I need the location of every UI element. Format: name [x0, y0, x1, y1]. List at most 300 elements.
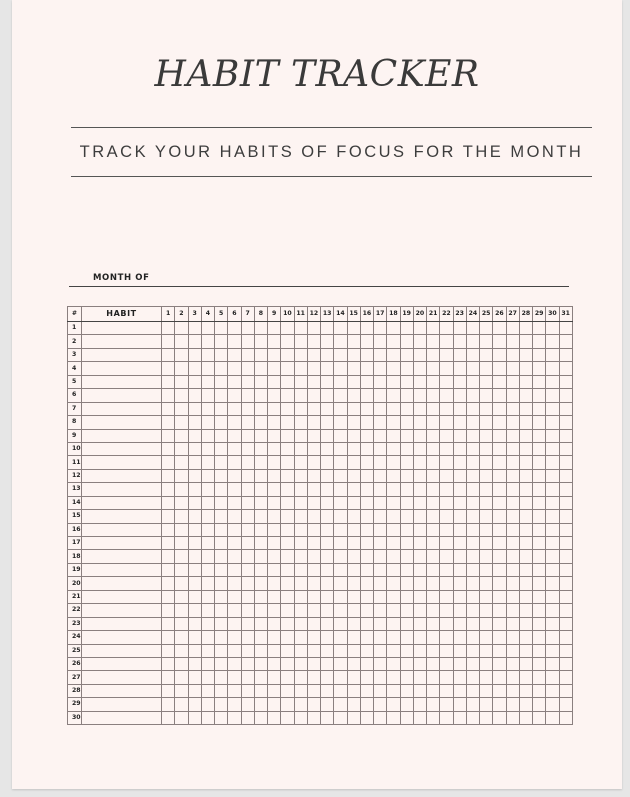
day-check-cell[interactable] — [466, 389, 479, 402]
day-check-cell[interactable] — [228, 644, 241, 657]
day-check-cell[interactable] — [307, 711, 320, 724]
day-check-cell[interactable] — [559, 617, 572, 630]
day-check-cell[interactable] — [347, 429, 360, 442]
day-check-cell[interactable] — [281, 348, 294, 361]
day-check-cell[interactable] — [321, 456, 334, 469]
day-check-cell[interactable] — [241, 657, 254, 670]
day-check-cell[interactable] — [201, 577, 214, 590]
day-check-cell[interactable] — [427, 631, 440, 644]
day-check-cell[interactable] — [440, 711, 453, 724]
day-check-cell[interactable] — [321, 469, 334, 482]
day-check-cell[interactable] — [533, 496, 546, 509]
day-check-cell[interactable] — [201, 590, 214, 603]
day-check-cell[interactable] — [427, 416, 440, 429]
day-check-cell[interactable] — [162, 322, 175, 335]
day-check-cell[interactable] — [480, 550, 493, 563]
day-check-cell[interactable] — [201, 402, 214, 415]
day-check-cell[interactable] — [321, 631, 334, 644]
day-check-cell[interactable] — [546, 469, 559, 482]
day-check-cell[interactable] — [175, 469, 188, 482]
day-check-cell[interactable] — [360, 416, 373, 429]
day-check-cell[interactable] — [268, 631, 281, 644]
day-check-cell[interactable] — [440, 698, 453, 711]
day-check-cell[interactable] — [175, 604, 188, 617]
day-check-cell[interactable] — [413, 523, 426, 536]
day-check-cell[interactable] — [321, 644, 334, 657]
day-check-cell[interactable] — [268, 550, 281, 563]
day-check-cell[interactable] — [215, 389, 228, 402]
day-check-cell[interactable] — [215, 335, 228, 348]
day-check-cell[interactable] — [188, 617, 201, 630]
day-check-cell[interactable] — [519, 469, 532, 482]
day-check-cell[interactable] — [453, 617, 466, 630]
day-check-cell[interactable] — [307, 496, 320, 509]
day-check-cell[interactable] — [294, 442, 307, 455]
day-check-cell[interactable] — [519, 483, 532, 496]
day-check-cell[interactable] — [360, 631, 373, 644]
day-check-cell[interactable] — [493, 483, 506, 496]
day-check-cell[interactable] — [440, 483, 453, 496]
habit-name-cell[interactable] — [82, 671, 162, 684]
day-check-cell[interactable] — [400, 362, 413, 375]
day-check-cell[interactable] — [480, 617, 493, 630]
day-check-cell[interactable] — [400, 496, 413, 509]
day-check-cell[interactable] — [506, 698, 519, 711]
day-check-cell[interactable] — [241, 604, 254, 617]
day-check-cell[interactable] — [347, 711, 360, 724]
day-check-cell[interactable] — [413, 389, 426, 402]
day-check-cell[interactable] — [493, 563, 506, 576]
day-check-cell[interactable] — [480, 362, 493, 375]
day-check-cell[interactable] — [360, 537, 373, 550]
day-check-cell[interactable] — [506, 402, 519, 415]
day-check-cell[interactable] — [400, 577, 413, 590]
day-check-cell[interactable] — [268, 429, 281, 442]
day-check-cell[interactable] — [493, 550, 506, 563]
day-check-cell[interactable] — [294, 644, 307, 657]
day-check-cell[interactable] — [321, 550, 334, 563]
day-check-cell[interactable] — [175, 510, 188, 523]
habit-name-cell[interactable] — [82, 537, 162, 550]
day-check-cell[interactable] — [546, 348, 559, 361]
day-check-cell[interactable] — [480, 483, 493, 496]
day-check-cell[interactable] — [440, 604, 453, 617]
day-check-cell[interactable] — [480, 698, 493, 711]
day-check-cell[interactable] — [347, 402, 360, 415]
day-check-cell[interactable] — [400, 402, 413, 415]
day-check-cell[interactable] — [201, 469, 214, 482]
day-check-cell[interactable] — [519, 335, 532, 348]
day-check-cell[interactable] — [294, 698, 307, 711]
day-check-cell[interactable] — [440, 684, 453, 697]
day-check-cell[interactable] — [387, 550, 400, 563]
day-check-cell[interactable] — [453, 537, 466, 550]
day-check-cell[interactable] — [519, 442, 532, 455]
day-check-cell[interactable] — [387, 711, 400, 724]
day-check-cell[interactable] — [387, 563, 400, 576]
day-check-cell[interactable] — [480, 711, 493, 724]
habit-name-cell[interactable] — [82, 389, 162, 402]
day-check-cell[interactable] — [413, 442, 426, 455]
day-check-cell[interactable] — [188, 644, 201, 657]
day-check-cell[interactable] — [321, 510, 334, 523]
habit-name-cell[interactable] — [82, 402, 162, 415]
day-check-cell[interactable] — [546, 590, 559, 603]
day-check-cell[interactable] — [466, 429, 479, 442]
day-check-cell[interactable] — [201, 362, 214, 375]
day-check-cell[interactable] — [466, 698, 479, 711]
day-check-cell[interactable] — [506, 456, 519, 469]
day-check-cell[interactable] — [493, 631, 506, 644]
day-check-cell[interactable] — [453, 510, 466, 523]
day-check-cell[interactable] — [360, 402, 373, 415]
day-check-cell[interactable] — [307, 456, 320, 469]
day-check-cell[interactable] — [533, 322, 546, 335]
day-check-cell[interactable] — [228, 496, 241, 509]
day-check-cell[interactable] — [334, 483, 347, 496]
day-check-cell[interactable] — [281, 335, 294, 348]
day-check-cell[interactable] — [559, 389, 572, 402]
day-check-cell[interactable] — [321, 335, 334, 348]
day-check-cell[interactable] — [546, 389, 559, 402]
day-check-cell[interactable] — [440, 510, 453, 523]
day-check-cell[interactable] — [307, 442, 320, 455]
day-check-cell[interactable] — [546, 711, 559, 724]
day-check-cell[interactable] — [480, 657, 493, 670]
day-check-cell[interactable] — [334, 523, 347, 536]
day-check-cell[interactable] — [453, 657, 466, 670]
day-check-cell[interactable] — [387, 416, 400, 429]
day-check-cell[interactable] — [162, 335, 175, 348]
day-check-cell[interactable] — [321, 322, 334, 335]
day-check-cell[interactable] — [268, 510, 281, 523]
day-check-cell[interactable] — [440, 442, 453, 455]
day-check-cell[interactable] — [241, 698, 254, 711]
day-check-cell[interactable] — [466, 631, 479, 644]
day-check-cell[interactable] — [201, 456, 214, 469]
day-check-cell[interactable] — [493, 617, 506, 630]
day-check-cell[interactable] — [162, 698, 175, 711]
day-check-cell[interactable] — [215, 684, 228, 697]
day-check-cell[interactable] — [162, 456, 175, 469]
day-check-cell[interactable] — [559, 698, 572, 711]
day-check-cell[interactable] — [294, 322, 307, 335]
day-check-cell[interactable] — [506, 604, 519, 617]
day-check-cell[interactable] — [413, 537, 426, 550]
day-check-cell[interactable] — [254, 348, 267, 361]
day-check-cell[interactable] — [493, 322, 506, 335]
habit-name-cell[interactable] — [82, 469, 162, 482]
day-check-cell[interactable] — [387, 631, 400, 644]
day-check-cell[interactable] — [440, 362, 453, 375]
day-check-cell[interactable] — [215, 617, 228, 630]
day-check-cell[interactable] — [440, 523, 453, 536]
day-check-cell[interactable] — [268, 657, 281, 670]
day-check-cell[interactable] — [546, 698, 559, 711]
day-check-cell[interactable] — [440, 577, 453, 590]
day-check-cell[interactable] — [162, 442, 175, 455]
day-check-cell[interactable] — [493, 537, 506, 550]
day-check-cell[interactable] — [254, 402, 267, 415]
day-check-cell[interactable] — [175, 537, 188, 550]
day-check-cell[interactable] — [453, 469, 466, 482]
day-check-cell[interactable] — [162, 711, 175, 724]
day-check-cell[interactable] — [427, 510, 440, 523]
day-check-cell[interactable] — [360, 590, 373, 603]
day-check-cell[interactable] — [493, 362, 506, 375]
day-check-cell[interactable] — [466, 537, 479, 550]
day-check-cell[interactable] — [427, 469, 440, 482]
day-check-cell[interactable] — [493, 684, 506, 697]
day-check-cell[interactable] — [347, 416, 360, 429]
day-check-cell[interactable] — [480, 322, 493, 335]
day-check-cell[interactable] — [294, 483, 307, 496]
day-check-cell[interactable] — [519, 348, 532, 361]
day-check-cell[interactable] — [493, 604, 506, 617]
day-check-cell[interactable] — [162, 469, 175, 482]
day-check-cell[interactable] — [427, 322, 440, 335]
day-check-cell[interactable] — [453, 456, 466, 469]
day-check-cell[interactable] — [228, 362, 241, 375]
day-check-cell[interactable] — [294, 402, 307, 415]
day-check-cell[interactable] — [188, 577, 201, 590]
day-check-cell[interactable] — [281, 523, 294, 536]
day-check-cell[interactable] — [201, 335, 214, 348]
day-check-cell[interactable] — [334, 469, 347, 482]
day-check-cell[interactable] — [162, 362, 175, 375]
day-check-cell[interactable] — [533, 644, 546, 657]
day-check-cell[interactable] — [307, 322, 320, 335]
day-check-cell[interactable] — [519, 429, 532, 442]
day-check-cell[interactable] — [440, 563, 453, 576]
day-check-cell[interactable] — [268, 416, 281, 429]
day-check-cell[interactable] — [533, 429, 546, 442]
day-check-cell[interactable] — [201, 537, 214, 550]
day-check-cell[interactable] — [493, 698, 506, 711]
day-check-cell[interactable] — [466, 577, 479, 590]
day-check-cell[interactable] — [294, 496, 307, 509]
day-check-cell[interactable] — [519, 563, 532, 576]
day-check-cell[interactable] — [162, 523, 175, 536]
day-check-cell[interactable] — [493, 375, 506, 388]
day-check-cell[interactable] — [307, 510, 320, 523]
day-check-cell[interactable] — [466, 442, 479, 455]
day-check-cell[interactable] — [294, 335, 307, 348]
day-check-cell[interactable] — [254, 577, 267, 590]
day-check-cell[interactable] — [400, 590, 413, 603]
day-check-cell[interactable] — [400, 550, 413, 563]
day-check-cell[interactable] — [413, 631, 426, 644]
day-check-cell[interactable] — [175, 322, 188, 335]
day-check-cell[interactable] — [427, 644, 440, 657]
day-check-cell[interactable] — [559, 348, 572, 361]
day-check-cell[interactable] — [559, 375, 572, 388]
day-check-cell[interactable] — [374, 416, 387, 429]
day-check-cell[interactable] — [413, 617, 426, 630]
day-check-cell[interactable] — [506, 389, 519, 402]
day-check-cell[interactable] — [281, 657, 294, 670]
day-check-cell[interactable] — [347, 523, 360, 536]
day-check-cell[interactable] — [215, 563, 228, 576]
day-check-cell[interactable] — [453, 523, 466, 536]
day-check-cell[interactable] — [307, 550, 320, 563]
day-check-cell[interactable] — [533, 335, 546, 348]
day-check-cell[interactable] — [268, 469, 281, 482]
habit-name-cell[interactable] — [82, 590, 162, 603]
day-check-cell[interactable] — [506, 322, 519, 335]
day-check-cell[interactable] — [334, 496, 347, 509]
day-check-cell[interactable] — [480, 644, 493, 657]
day-check-cell[interactable] — [413, 402, 426, 415]
day-check-cell[interactable] — [427, 335, 440, 348]
habit-name-cell[interactable] — [82, 496, 162, 509]
day-check-cell[interactable] — [533, 348, 546, 361]
day-check-cell[interactable] — [294, 429, 307, 442]
day-check-cell[interactable] — [321, 375, 334, 388]
day-check-cell[interactable] — [427, 657, 440, 670]
day-check-cell[interactable] — [241, 335, 254, 348]
day-check-cell[interactable] — [506, 537, 519, 550]
day-check-cell[interactable] — [215, 698, 228, 711]
day-check-cell[interactable] — [201, 483, 214, 496]
day-check-cell[interactable] — [400, 563, 413, 576]
habit-name-cell[interactable] — [82, 657, 162, 670]
day-check-cell[interactable] — [546, 416, 559, 429]
day-check-cell[interactable] — [413, 416, 426, 429]
day-check-cell[interactable] — [254, 644, 267, 657]
day-check-cell[interactable] — [559, 563, 572, 576]
day-check-cell[interactable] — [559, 362, 572, 375]
day-check-cell[interactable] — [546, 402, 559, 415]
day-check-cell[interactable] — [374, 456, 387, 469]
day-check-cell[interactable] — [334, 322, 347, 335]
day-check-cell[interactable] — [347, 348, 360, 361]
day-check-cell[interactable] — [546, 604, 559, 617]
day-check-cell[interactable] — [493, 469, 506, 482]
day-check-cell[interactable] — [427, 550, 440, 563]
day-check-cell[interactable] — [387, 590, 400, 603]
habit-name-cell[interactable] — [82, 362, 162, 375]
day-check-cell[interactable] — [188, 442, 201, 455]
day-check-cell[interactable] — [400, 429, 413, 442]
habit-name-cell[interactable] — [82, 604, 162, 617]
day-check-cell[interactable] — [533, 550, 546, 563]
day-check-cell[interactable] — [241, 711, 254, 724]
day-check-cell[interactable] — [440, 657, 453, 670]
day-check-cell[interactable] — [559, 483, 572, 496]
day-check-cell[interactable] — [241, 563, 254, 576]
day-check-cell[interactable] — [453, 644, 466, 657]
day-check-cell[interactable] — [268, 375, 281, 388]
day-check-cell[interactable] — [281, 429, 294, 442]
day-check-cell[interactable] — [347, 563, 360, 576]
day-check-cell[interactable] — [427, 604, 440, 617]
day-check-cell[interactable] — [254, 523, 267, 536]
day-check-cell[interactable] — [254, 510, 267, 523]
day-check-cell[interactable] — [254, 496, 267, 509]
day-check-cell[interactable] — [201, 657, 214, 670]
day-check-cell[interactable] — [533, 362, 546, 375]
day-check-cell[interactable] — [374, 322, 387, 335]
day-check-cell[interactable] — [360, 335, 373, 348]
day-check-cell[interactable] — [519, 644, 532, 657]
day-check-cell[interactable] — [440, 671, 453, 684]
day-check-cell[interactable] — [215, 523, 228, 536]
day-check-cell[interactable] — [321, 402, 334, 415]
day-check-cell[interactable] — [254, 469, 267, 482]
day-check-cell[interactable] — [374, 563, 387, 576]
day-check-cell[interactable] — [533, 604, 546, 617]
day-check-cell[interactable] — [559, 456, 572, 469]
day-check-cell[interactable] — [201, 496, 214, 509]
day-check-cell[interactable] — [427, 348, 440, 361]
day-check-cell[interactable] — [387, 348, 400, 361]
day-check-cell[interactable] — [294, 617, 307, 630]
day-check-cell[interactable] — [387, 684, 400, 697]
day-check-cell[interactable] — [519, 631, 532, 644]
day-check-cell[interactable] — [307, 617, 320, 630]
day-check-cell[interactable] — [281, 631, 294, 644]
habit-name-cell[interactable] — [82, 510, 162, 523]
day-check-cell[interactable] — [162, 604, 175, 617]
day-check-cell[interactable] — [188, 631, 201, 644]
day-check-cell[interactable] — [466, 375, 479, 388]
day-check-cell[interactable] — [480, 577, 493, 590]
day-check-cell[interactable] — [228, 335, 241, 348]
day-check-cell[interactable] — [162, 389, 175, 402]
day-check-cell[interactable] — [453, 335, 466, 348]
day-check-cell[interactable] — [519, 402, 532, 415]
day-check-cell[interactable] — [533, 416, 546, 429]
day-check-cell[interactable] — [281, 362, 294, 375]
day-check-cell[interactable] — [374, 617, 387, 630]
day-check-cell[interactable] — [254, 631, 267, 644]
day-check-cell[interactable] — [559, 469, 572, 482]
day-check-cell[interactable] — [559, 510, 572, 523]
day-check-cell[interactable] — [201, 698, 214, 711]
day-check-cell[interactable] — [559, 577, 572, 590]
day-check-cell[interactable] — [466, 456, 479, 469]
day-check-cell[interactable] — [241, 590, 254, 603]
day-check-cell[interactable] — [466, 523, 479, 536]
day-check-cell[interactable] — [466, 617, 479, 630]
day-check-cell[interactable] — [241, 402, 254, 415]
day-check-cell[interactable] — [374, 389, 387, 402]
day-check-cell[interactable] — [387, 657, 400, 670]
day-check-cell[interactable] — [466, 402, 479, 415]
day-check-cell[interactable] — [334, 657, 347, 670]
day-check-cell[interactable] — [162, 483, 175, 496]
day-check-cell[interactable] — [360, 577, 373, 590]
day-check-cell[interactable] — [228, 402, 241, 415]
day-check-cell[interactable] — [533, 657, 546, 670]
day-check-cell[interactable] — [347, 510, 360, 523]
day-check-cell[interactable] — [321, 684, 334, 697]
day-check-cell[interactable] — [559, 429, 572, 442]
day-check-cell[interactable] — [281, 469, 294, 482]
day-check-cell[interactable] — [360, 483, 373, 496]
day-check-cell[interactable] — [347, 577, 360, 590]
day-check-cell[interactable] — [228, 684, 241, 697]
day-check-cell[interactable] — [188, 671, 201, 684]
day-check-cell[interactable] — [294, 563, 307, 576]
day-check-cell[interactable] — [559, 442, 572, 455]
day-check-cell[interactable] — [215, 348, 228, 361]
day-check-cell[interactable] — [215, 402, 228, 415]
day-check-cell[interactable] — [215, 577, 228, 590]
day-check-cell[interactable] — [281, 590, 294, 603]
day-check-cell[interactable] — [374, 671, 387, 684]
